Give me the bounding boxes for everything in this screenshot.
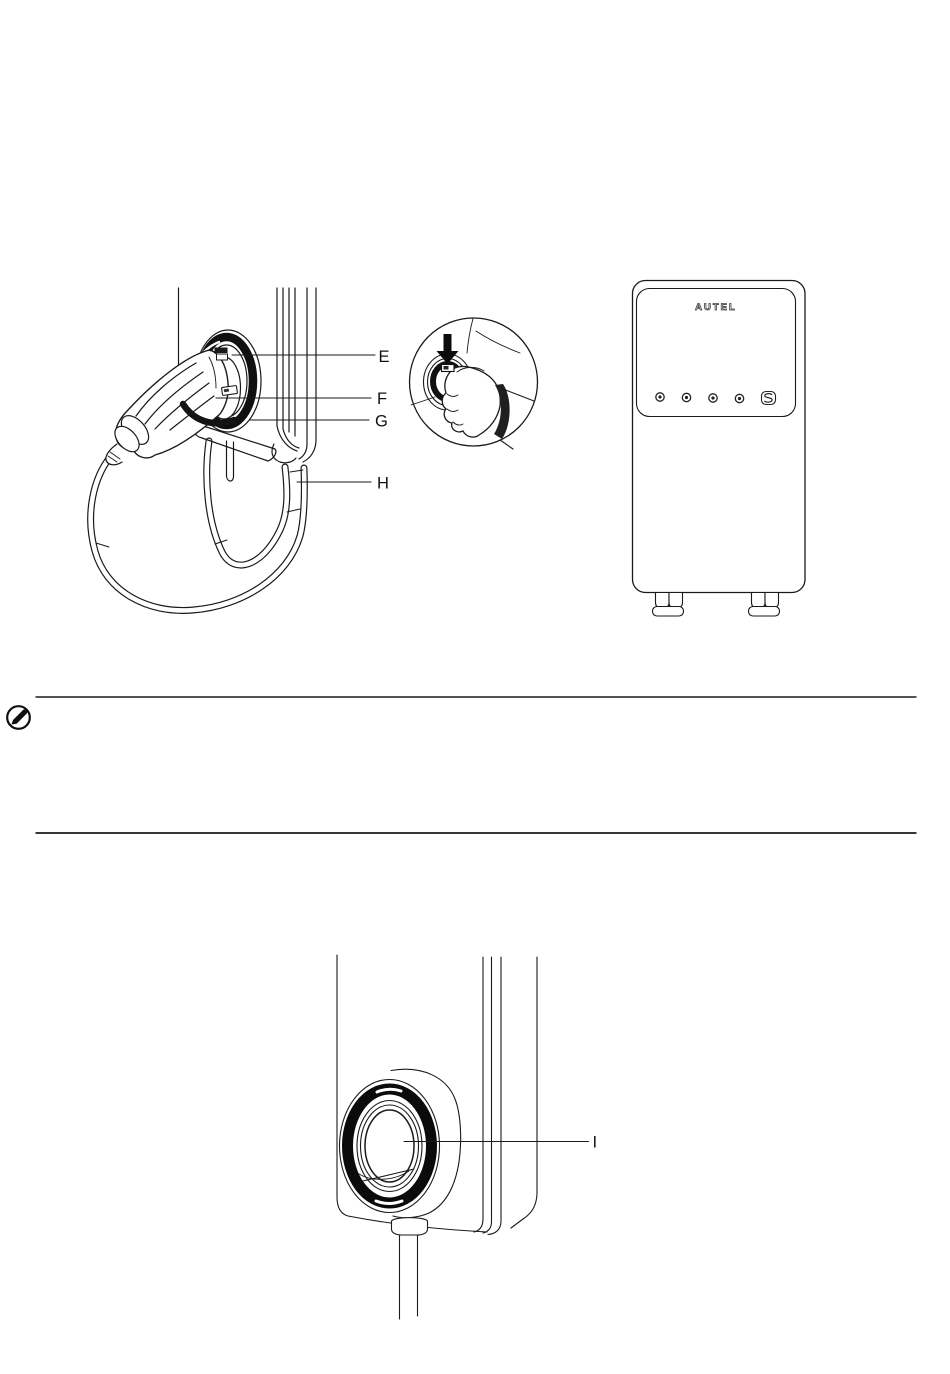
pencil-note-icon bbox=[7, 706, 30, 729]
callout-h bbox=[297, 475, 389, 493]
gripping-hand bbox=[442, 367, 534, 450]
cable-glands bbox=[653, 593, 780, 616]
status-led-3-icon bbox=[709, 394, 717, 402]
callout-label-g: G bbox=[375, 412, 388, 431]
status-led-2-icon bbox=[682, 393, 690, 401]
bottom-cable-gland bbox=[392, 1218, 428, 1319]
callout-g bbox=[250, 413, 388, 431]
status-led-row bbox=[656, 392, 776, 405]
note-block bbox=[7, 697, 916, 833]
release-button-inset bbox=[442, 365, 455, 372]
connector-label-plate bbox=[222, 385, 238, 395]
charging-cable bbox=[91, 441, 305, 610]
charger-body bbox=[633, 281, 806, 593]
rfid-reader-icon bbox=[762, 392, 776, 405]
holster-closeup-illustration bbox=[337, 955, 597, 1319]
press-release-inset-illustration bbox=[410, 318, 538, 449]
status-led-1-icon bbox=[656, 393, 664, 401]
callout-label-e: E bbox=[378, 348, 390, 366]
release-latch bbox=[215, 348, 228, 361]
callout-label-f: F bbox=[377, 390, 388, 408]
callout-label-h: H bbox=[377, 474, 389, 493]
press-down-arrow-icon bbox=[437, 334, 459, 364]
callout-e bbox=[232, 348, 390, 366]
charger-front-illustration bbox=[633, 281, 806, 617]
callout-label-i: I bbox=[592, 1133, 598, 1152]
holster-socket bbox=[340, 1069, 461, 1217]
charging-connector bbox=[106, 348, 238, 465]
connector-docked-illustration bbox=[91, 288, 390, 610]
brand-logo: AUTEL bbox=[695, 302, 737, 313]
status-led-4-icon bbox=[735, 394, 743, 402]
